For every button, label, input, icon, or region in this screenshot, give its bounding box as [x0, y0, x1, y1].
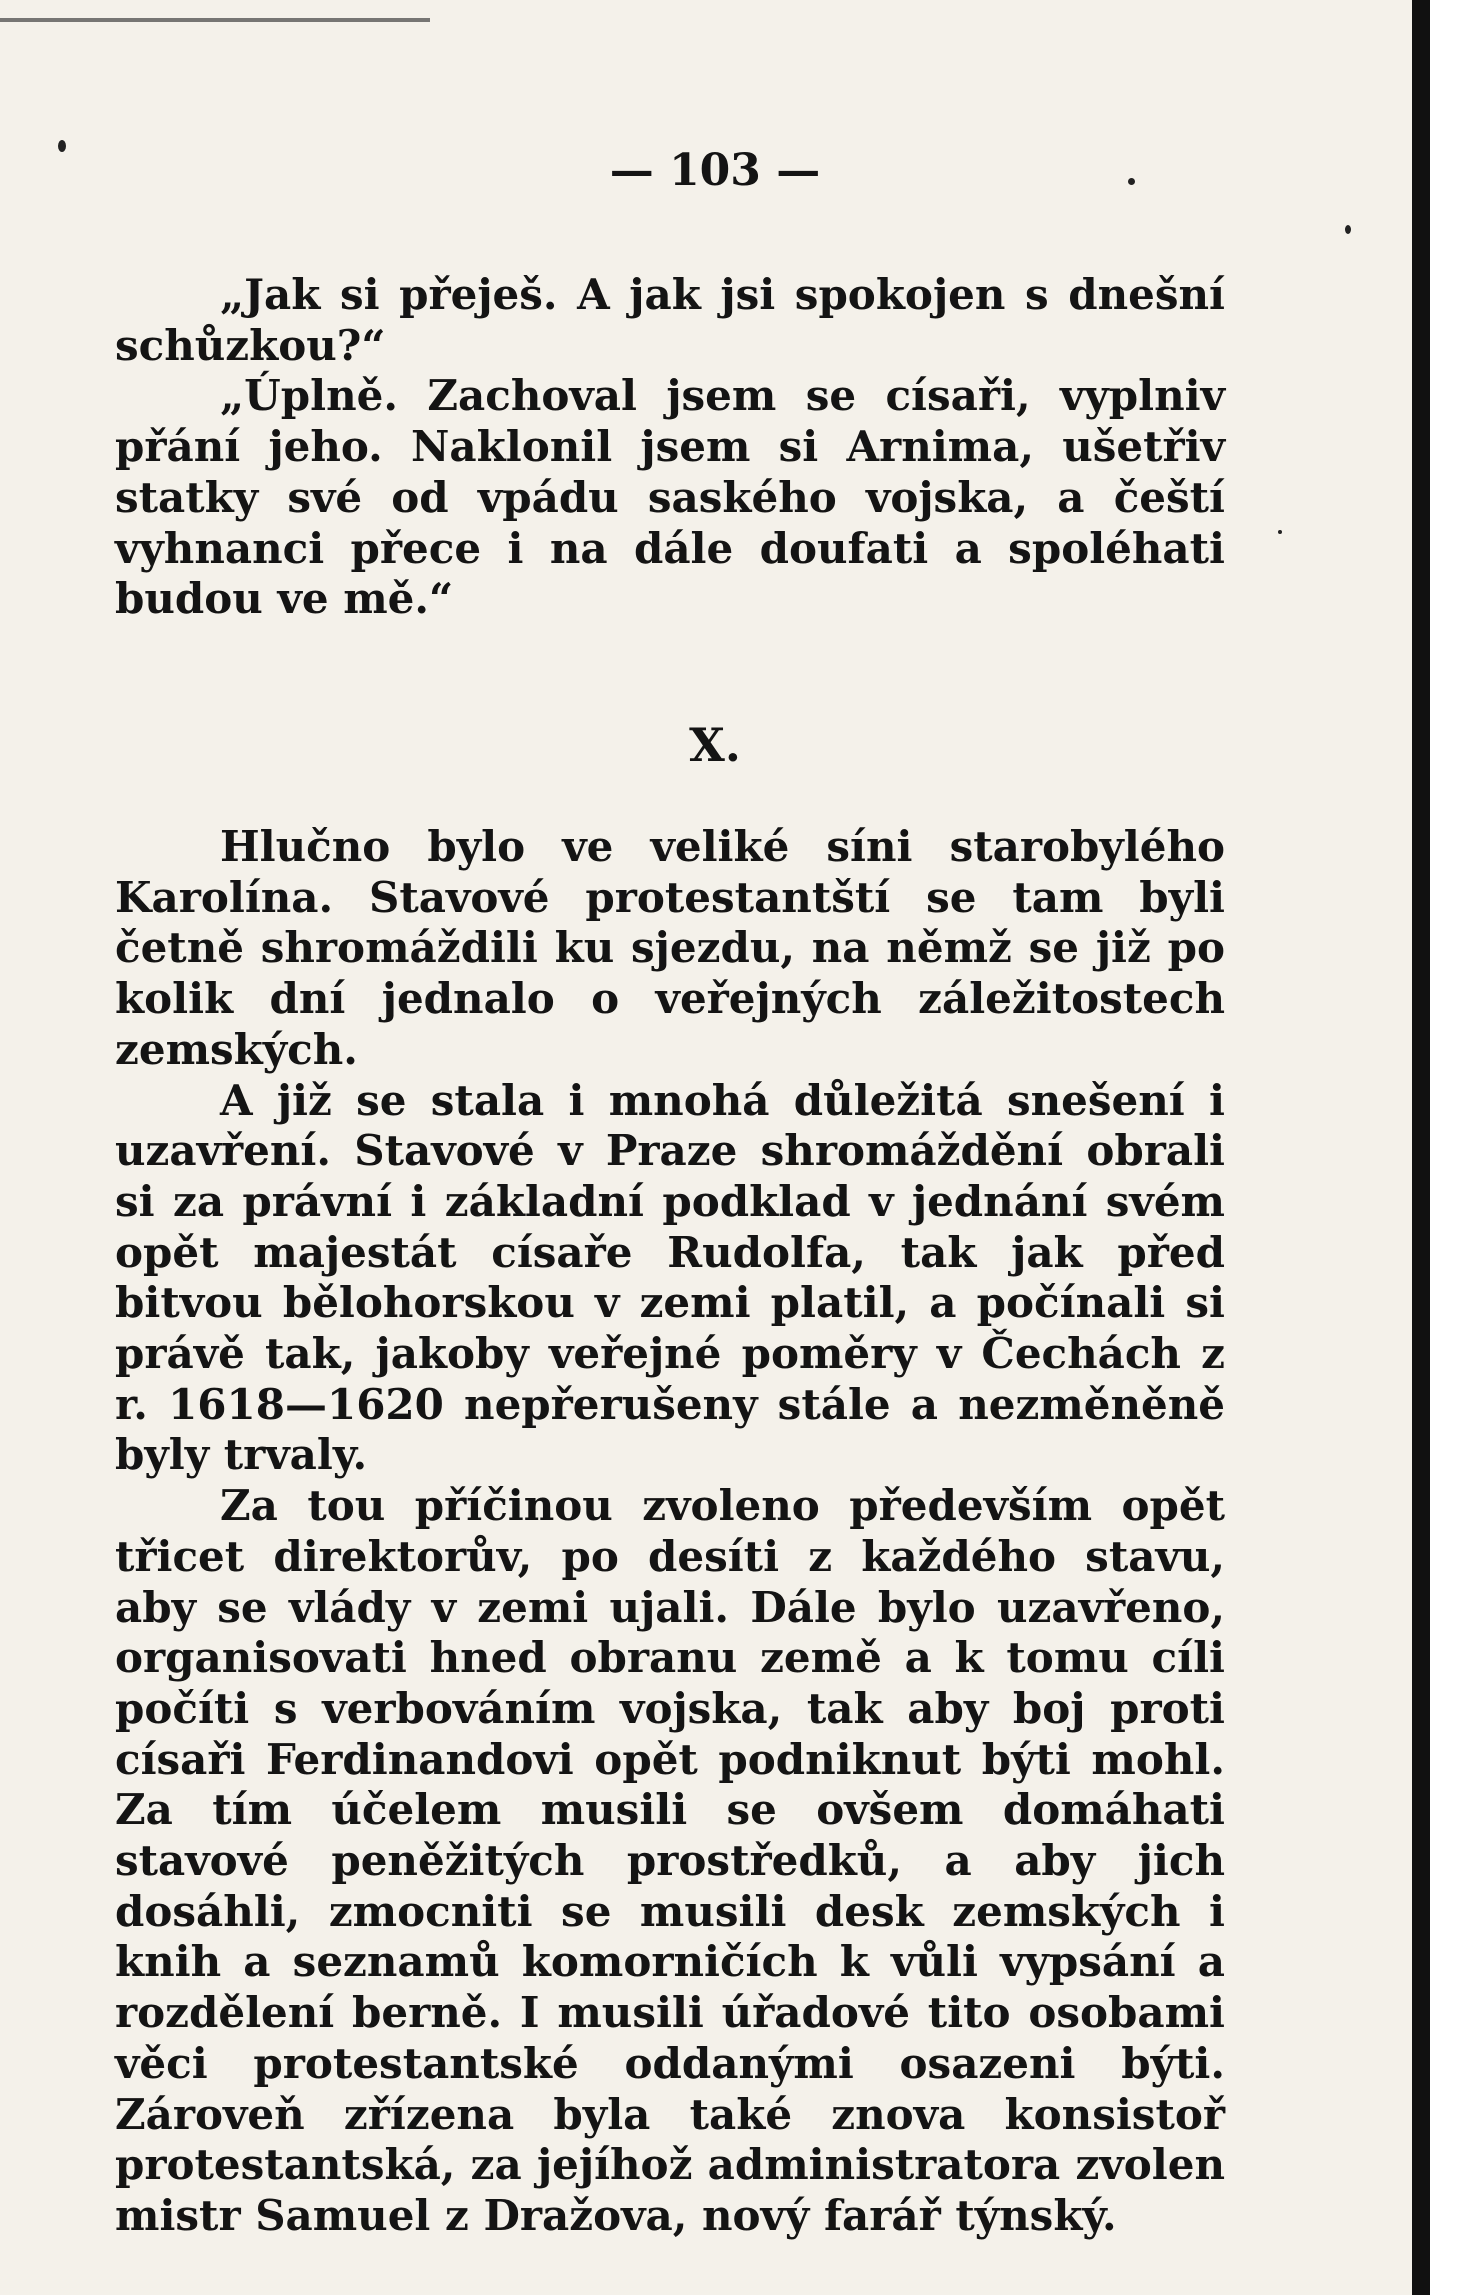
chapter-body: [115, 822, 1225, 2242]
dialogue-line: „Úplně. Zachoval jsem se císaři, vyplniv přání jeho. Naklonil jsem si Arnima, ušetřiv statky své od vpádu saského vojska, a čeští vyhnanci přece i na dále doufati a spoléhati budou ve mě.“: [115, 371, 1225, 624]
chapter-heading: X.: [689, 718, 741, 772]
ink-speck: [58, 140, 66, 152]
dialogue-section: [115, 270, 1225, 625]
ink-speck: [1128, 178, 1135, 185]
paragraph: A již se stala i mnohá důležitá snešení i uzavření. Stavové v Praze shromáždění obrali si za právní i základní podklad v jednání svém opět majestát císaře Rudolfa, tak jak před bitvou bělohorskou v zemi platil, a počínali si právě tak, jakoby veřejné poměry v Čechách z r. 1618—1620 nepřerušeny stále a nezměněně byly trvaly.: [115, 1075, 1225, 1480]
page-number: — 103 —: [609, 145, 821, 196]
ink-speck: [1278, 530, 1282, 534]
ink-speck: [1345, 225, 1351, 234]
paragraph: Za tou příčinou zvoleno především opět třicet direktorův, po desíti z každého stavu, aby se vlády v zemi ujali. Dále bylo uzavřeno, organisovati hned obranu země a k tomu cíli počíti s verbováním vojska, tak aby boj proti císaři Ferdinandovi opět podniknut býti mohl. Za tím účelem musili se ovšem domáhati stavové peněžitých prostředků, a aby jich dosáhli, zmocniti se musili desk zemských i knih a seznamů komorničích k vůli vypsání a rozdělení berně. I musili úřadové tito osobami věci protestantské oddanými osazeni býti. Zároveň zřízena byla také znova konsistoř protestantská, za jejíhož administratora zvolen mistr Samuel z Dražova, nový farář týnský.: [115, 1481, 1225, 2240]
top-edge-rule: [0, 18, 430, 22]
paragraph: Hlučno bylo ve veliké síni starobylého Karolína. Stavové protestantští se tam byli četně shromáždili ku sjezdu, na němž se již po kolik dní jednalo o veřejných záležitostech zemských.: [115, 822, 1225, 1074]
dialogue-line: „Jak si přeješ. A jak jsi spokojen s dnešní schůzkou?“: [115, 270, 1225, 370]
